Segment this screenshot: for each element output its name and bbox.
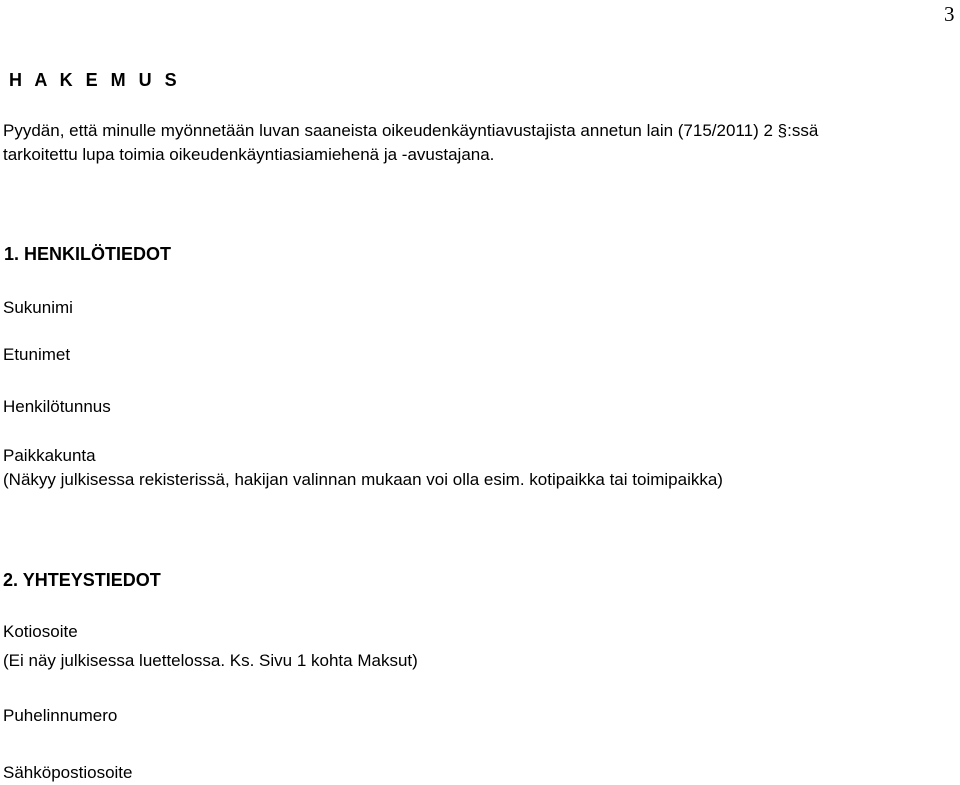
field-label-email: Sähköpostiosoite <box>3 763 133 782</box>
section-heading-contact-info: 2. YHTEYSTIEDOT <box>3 570 161 590</box>
field-label-surname: Sukunimi <box>3 298 73 317</box>
page-number: 3 <box>944 2 955 26</box>
intro-line-1: Pyydän, että minulle myönnetään luvan saaneista oikeudenkäyntiavustajista annetun lain (715/2011) 2 §:ssä <box>3 121 819 140</box>
field-note-home-address: (Ei näy julkisessa luettelossa. Ks. Sivu 1 kohta Maksut) <box>3 651 418 670</box>
field-label-personal-id: Henkilötunnus <box>3 397 111 416</box>
field-label-phone: Puhelinnumero <box>3 706 118 725</box>
intro-paragraph <box>3 119 818 167</box>
field-label-home-address: Kotiosoite <box>3 622 78 641</box>
intro-line-2: tarkoitettu lupa toimia oikeudenkäyntiasiamiehenä ja -avustajana. <box>3 145 495 164</box>
section-heading-personal-info: 1. HENKILÖTIEDOT <box>4 244 172 264</box>
document-title: H A K E M U S <box>9 70 181 90</box>
field-label-first-names: Etunimet <box>3 345 71 364</box>
field-note-domicile: (Näkyy julkisessa rekisterissä, hakijan valinnan mukaan voi olla esim. kotipaikka tai toimipaikka) <box>3 470 723 489</box>
field-label-domicile: Paikkakunta <box>3 446 96 465</box>
